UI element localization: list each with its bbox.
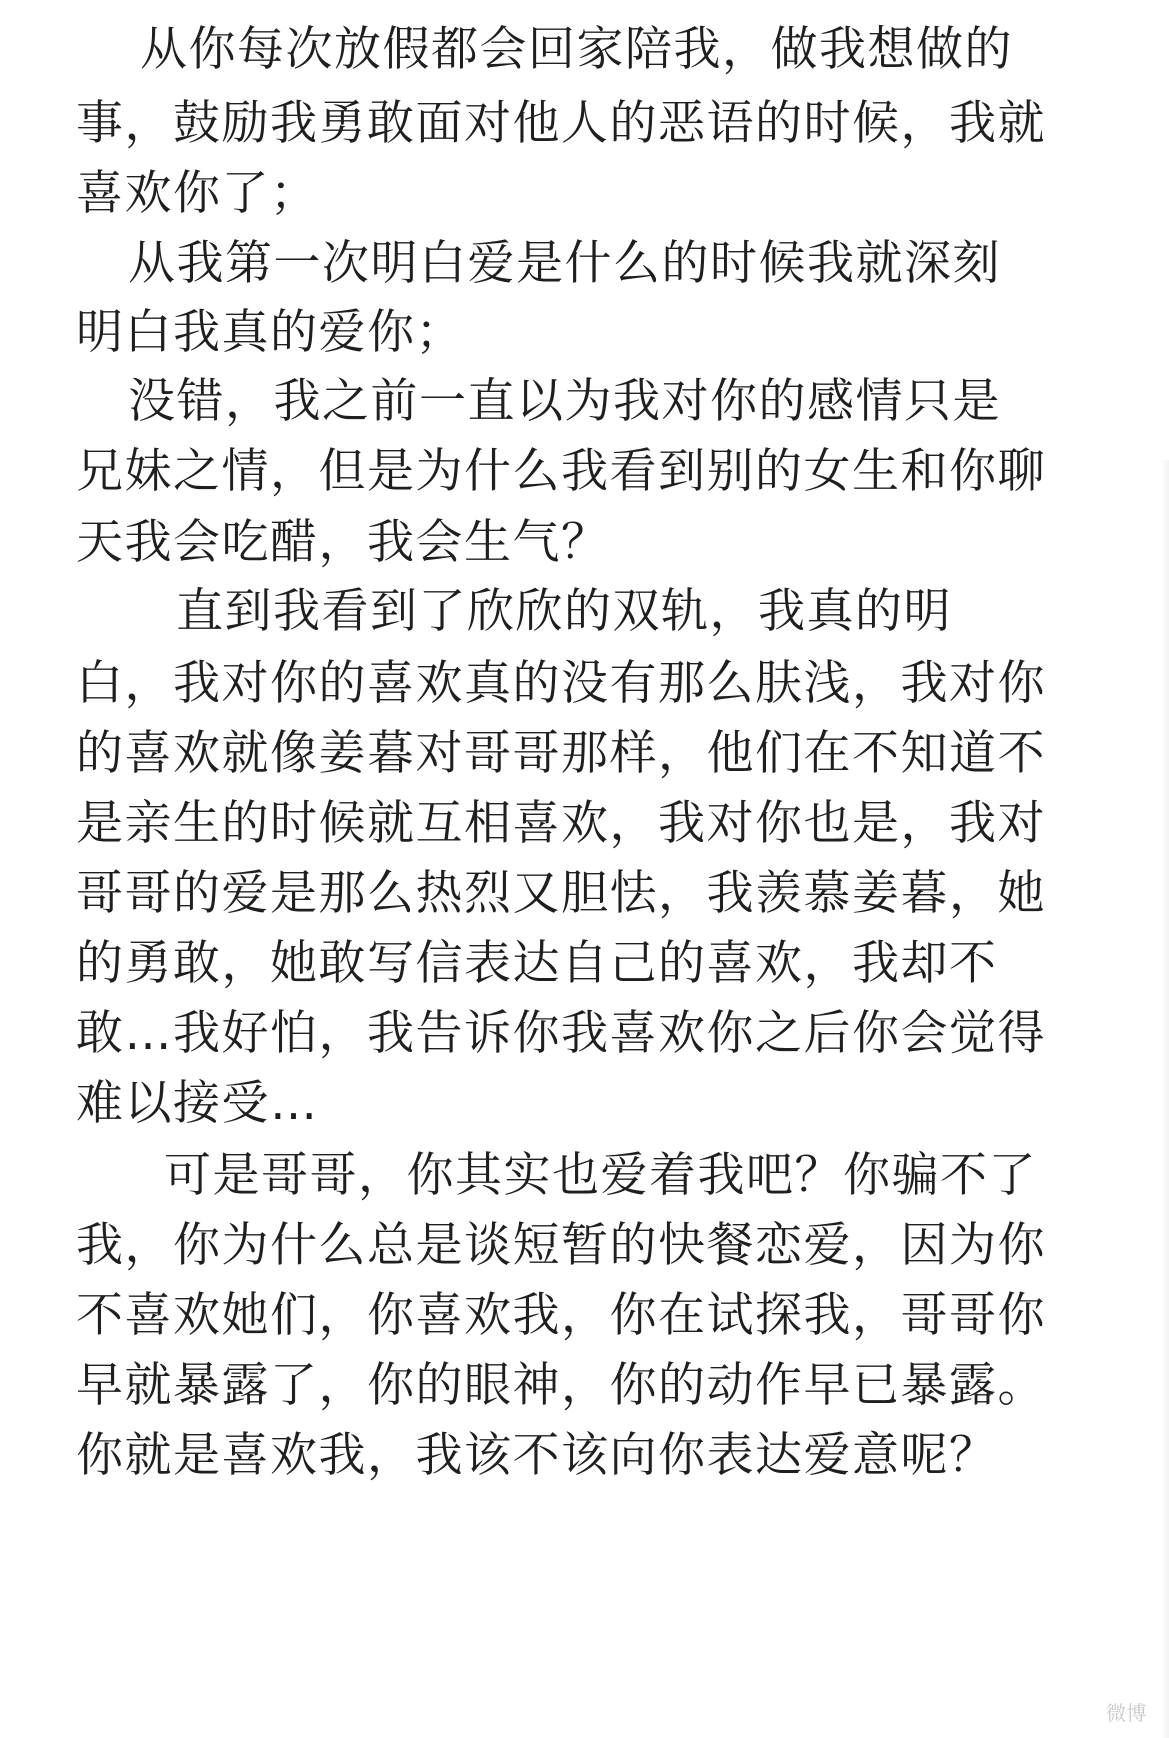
text-line: 不喜欢她们，你喜欢我，你在试探我，哥哥你 <box>76 1288 1046 1343</box>
text-line: 兄妹之情，但是为什么我看到别的女生和你聊 <box>76 444 1046 499</box>
text-line: 从我第一次明白爱是什么的时候我就深刻 <box>128 236 1001 291</box>
text-line: 天我会吃醋，我会生气？ <box>76 515 610 570</box>
text-line: 是亲生的时候就互相喜欢，我对你也是，我对 <box>76 796 1046 851</box>
page-edge-shadow <box>1161 460 1169 1738</box>
text-line: 事，鼓励我勇敢面对他人的恶语的时候，我就 <box>76 96 1046 151</box>
text-line: 敢…我好怕，我告诉你我喜欢你之后你会觉得 <box>76 1006 1046 1061</box>
text-line: 哥哥的爱是那么热烈又胆怯，我羡慕姜暮，她 <box>76 866 1046 921</box>
text-line: 明白我真的爱你； <box>76 305 464 360</box>
text-line: 没错，我之前一直以为我对你的感情只是 <box>128 374 1001 429</box>
text-line: 我，你为什么总是谈短暂的快餐恋爱，因为你 <box>76 1218 1046 1273</box>
watermark: 微博 <box>1106 1701 1147 1725</box>
text-line: 的喜欢就像姜暮对哥哥那样，他们在不知道不 <box>76 726 1046 781</box>
text-line: 喜欢你了； <box>76 166 319 221</box>
text-line: 早就暴露了，你的眼神，你的动作早已暴露。 <box>76 1358 1046 1413</box>
text-line: 白，我对你的喜欢真的没有那么肤浅，我对你 <box>76 656 1046 711</box>
text-line: 的勇敢，她敢写信表达自己的喜欢，我却不 <box>76 936 998 991</box>
text-line: 难以接受… <box>76 1076 319 1131</box>
text-line: 直到我看到了欣欣的双轨，我真的明 <box>176 584 952 639</box>
text-line: 你就是喜欢我，我该不该向你表达爱意呢？ <box>76 1428 998 1483</box>
text-line: 可是哥哥，你其实也爱着我吧？你骗不了 <box>164 1148 1037 1203</box>
text-line: 从你每次放假都会回家陪我，做我想做的 <box>140 22 1013 77</box>
